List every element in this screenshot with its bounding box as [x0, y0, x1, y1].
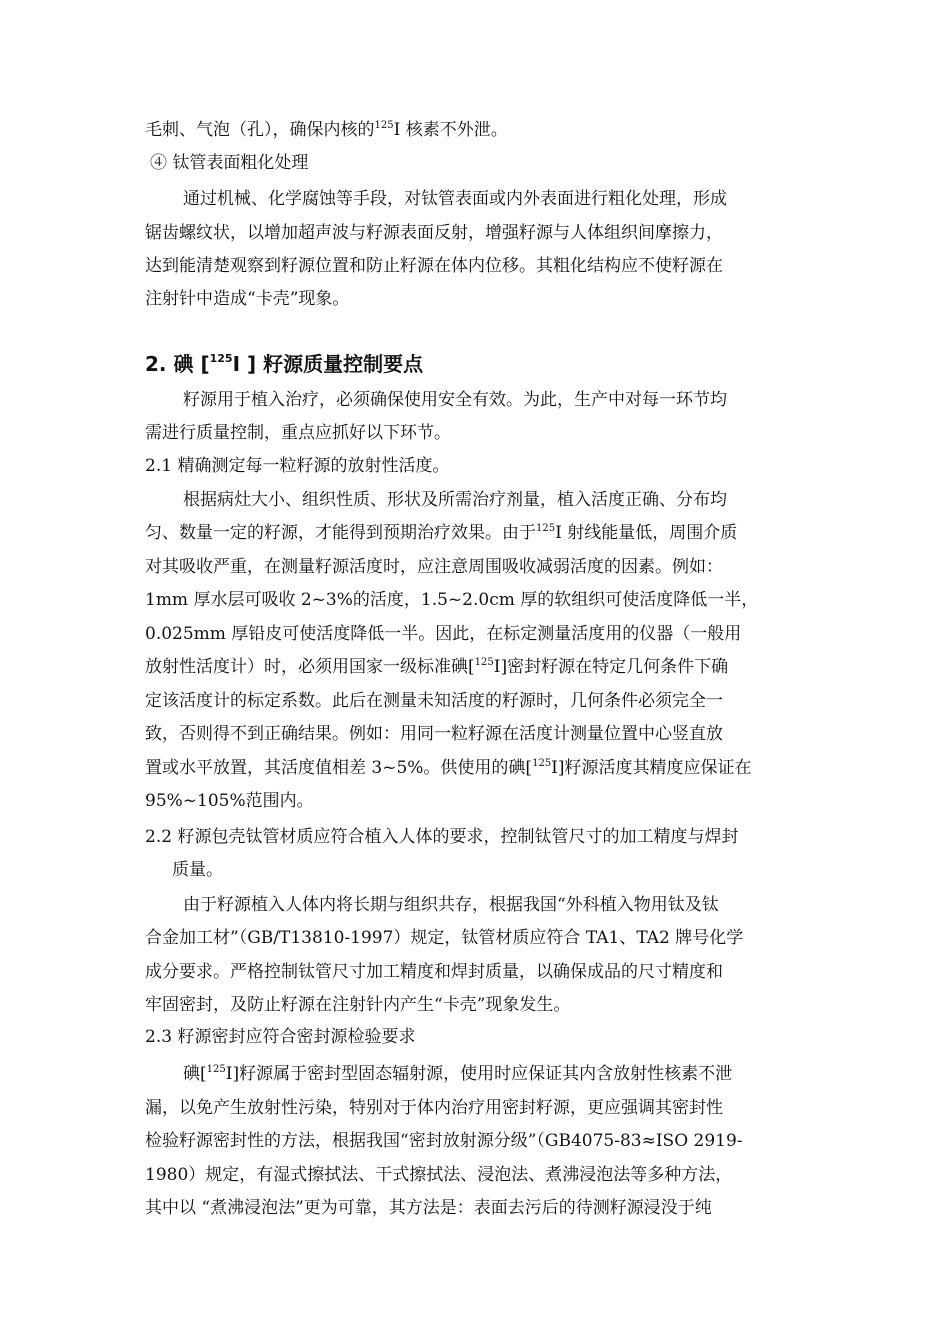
paragraph-line: 牢固密封，及防止籽源在注射针内产生“卡壳”现象发生。 [145, 995, 571, 1015]
section-heading: 2. 碘 [$^{125}$I ] 籽源质量控制要点 [145, 352, 424, 376]
paragraph-line: 锯齿螺纹状，以增加超声波与籽源表面反射，增强籽源与人体组织间摩擦力， [145, 223, 723, 243]
item-4-title: ④ 钛管表面粗化处理 [150, 153, 309, 173]
paragraph-line: 放射性活度计）时，必须用国家一级标准碘[$^{125}$I]密封籽源在特定几何条件下确 [145, 657, 729, 677]
paragraph-line: 达到能清楚观察到籽源位置和防止籽源在体内位移。其粗化结构应不使籽源在 [145, 256, 723, 276]
paragraph-line: 由于籽源植入人体内将长期与组织共存，根据我国“外科植入物用钛及钛 [183, 895, 719, 915]
paragraph-line: 合金加工材”（GB/T13810-1997）规定，钛管材质应符合 TA1、TA2 牌号化学 [145, 928, 744, 948]
paragraph-line: 定该活度计的标定系数。此后在测量未知活度的籽源时，几何条件必须完全一 [145, 691, 723, 711]
paragraph-line: 籽源用于植入治疗，必须确保使用安全有效。为此，生产中对每一环节均 [183, 390, 727, 410]
paragraph-line: 置或水平放置，其活度值相差 3~5%。供使用的碘[$^{125}$I]籽源活度其精度应保证在 [145, 758, 752, 778]
paragraph-line: 成分要求。严格控制钛管尺寸加工精度和焊封质量，以确保成品的尺寸精度和 [145, 962, 723, 982]
paragraph-line: 漏，以免产生放射性污染，特别对于体内治疗用密封籽源，更应强调其密封性 [145, 1098, 723, 1118]
paragraph-line: 匀、数量一定的籽源，才能得到预期治疗效果。由于$^{125}$I 射线能量低，周围介质 [145, 523, 738, 543]
paragraph-line: 1980）规定，有湿式擦拭法、干式擦拭法、浸泡法、煮沸浸泡法等多种方法， [145, 1165, 733, 1185]
paragraph-line: 通过机械、化学腐蚀等手段，对钛管表面或内外表面进行粗化处理，形成 [183, 189, 727, 209]
subsection-2-3-title: 2.3 籽源密封应符合密封源检验要求 [145, 1027, 416, 1047]
paragraph-line: 致，否则得不到正确结果。例如：用同一粒籽源在活度计测量位置中心竖直放 [145, 724, 723, 744]
paragraph-line: 注射针中造成“卡壳”现象。 [145, 289, 350, 309]
subsection-2-2-title-cont: 质量。 [172, 860, 223, 880]
paragraph-line: 毛刺、气泡（孔），确保内核的$^{125}$I 核素不外泄。 [145, 120, 508, 140]
subsection-2-1-title: 2.1 精确测定每一粒籽源的放射性活度。 [145, 456, 450, 476]
paragraph-line: 对其吸收严重，在测量籽源活度时，应注意周围吸收减弱活度的因素。例如： [145, 557, 723, 577]
subsection-2-2-title: 2.2 籽源包壳钛管材质应符合植入人体的要求，控制钛管尺寸的加工精度与焊封 [145, 827, 739, 847]
paragraph-line: 根据病灶大小、组织性质、形状及所需治疗剂量，植入活度正确、分布均 [183, 490, 727, 510]
paragraph-line: 其中以 “煮沸浸泡法”更为可靠，其方法是：表面去污后的待测籽源浸没于纯 [145, 1198, 712, 1218]
paragraph-line: 0.025mm 厚铅皮可使活度降低一半。因此，在标定测量活度用的仪器（一般用 [145, 624, 742, 644]
paragraph-line: 95%~105%范围内。 [145, 791, 314, 811]
paragraph-line: 需进行质量控制，重点应抓好以下环节。 [145, 423, 451, 443]
paragraph-line: 碘[$^{125}$I]籽源属于密封型固态辐射源，使用时应保证其内含放射性核素不泄 [183, 1064, 733, 1084]
paragraph-line: 1mm 厚水层可吸收 2~3%的活度，1.5~2.0cm 厚的软组织可使活度降低一半， [145, 590, 759, 610]
paragraph-line: 检验籽源密封性的方法，根据我国“密封放射源分级”（GB4075-83≈ISO 2919- [145, 1131, 743, 1151]
